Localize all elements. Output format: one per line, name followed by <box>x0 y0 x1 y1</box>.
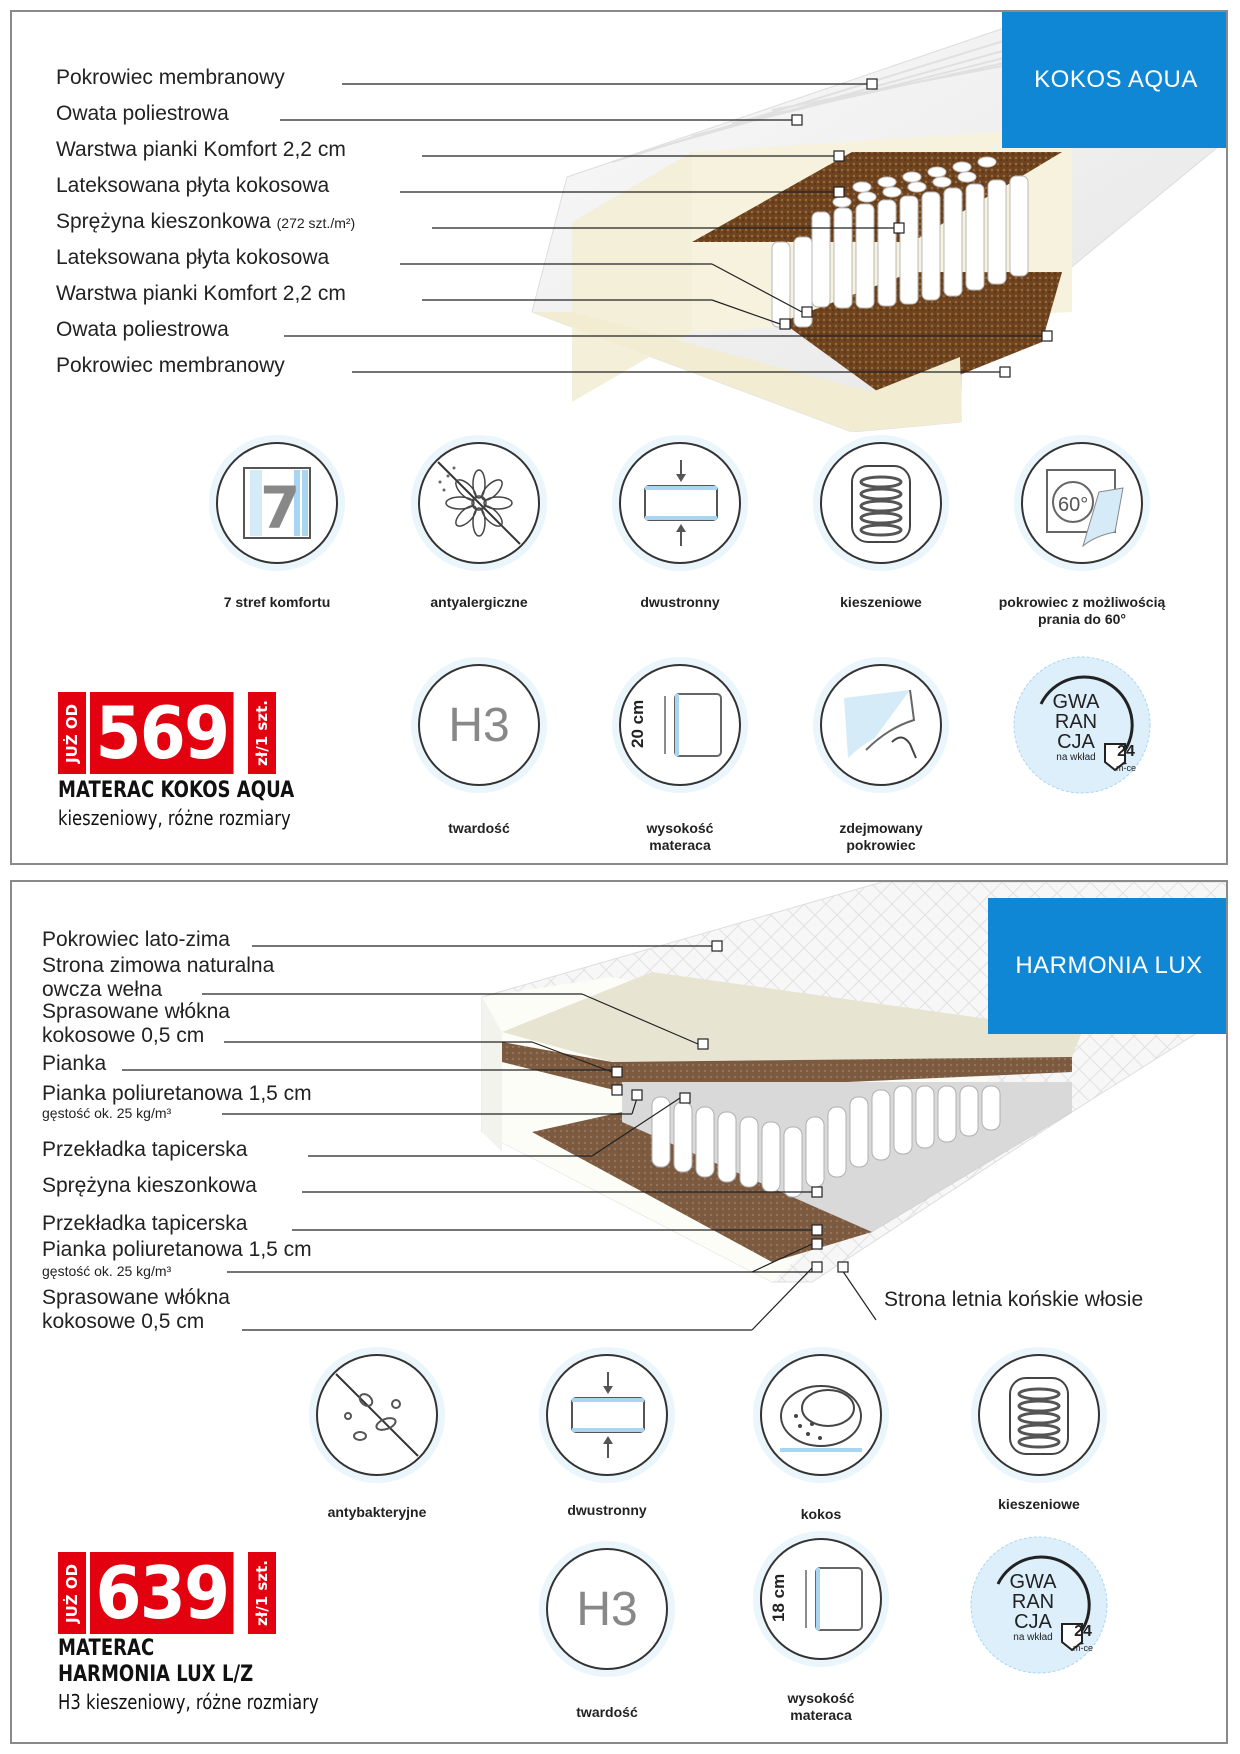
feature-label: 7 stref komfortu <box>223 594 331 610</box>
product-subtitle: H3 kieszeniowy, różne rozmiary <box>58 1690 319 1714</box>
product-panel-harmonia-lux <box>10 880 1228 1744</box>
price-value: 569 <box>90 692 234 774</box>
guarantee-text <box>1046 692 1106 764</box>
layer-label: Przekładka tapicerska <box>42 1138 248 1161</box>
feature-label: zdejmowany pokrowiec <box>839 820 923 853</box>
feature-label: wysokość materaca <box>787 1690 855 1723</box>
layer-label: Pokrowiec lato-zima <box>42 928 230 951</box>
feature-label: dwustronny <box>567 1502 647 1518</box>
layer-label: Przekładka tapicerska <box>42 1212 248 1235</box>
layer-label: Warstwa pianki Komfort 2,2 cm <box>56 138 346 161</box>
feature-label: kieszeniowe <box>840 594 922 610</box>
coconut-icon <box>750 1344 892 1486</box>
feature-label: antybakteryjne <box>327 1504 427 1520</box>
price-prefix: JUŻ OD <box>58 692 86 774</box>
summer-side-label: Strona letnia końskie włosie <box>884 1288 1144 1311</box>
layer-label: Sprasowane włókna <box>42 1286 230 1309</box>
firmness-glyph: H3 <box>576 1583 638 1636</box>
price-prefix: JUŻ OD <box>58 1552 86 1634</box>
guarantee-note: na wkład <box>1056 752 1096 763</box>
layer-label: kokosowe 0,5 cm <box>42 1310 205 1333</box>
leader-lines <box>12 12 1228 432</box>
feature-label: twardość <box>576 1704 638 1720</box>
guarantee-line: GWA <box>1052 691 1100 713</box>
feature-label: kokos <box>800 1506 842 1522</box>
feature-label: dwustronny <box>640 594 720 610</box>
layer-label: Lateksowana płyta kokosowa <box>56 246 330 269</box>
guarantee-note: na wkład <box>1013 1632 1053 1643</box>
layer-label: Sprężyna kieszonkowa <box>42 1174 257 1197</box>
antibacterial-icon <box>306 1344 448 1486</box>
layer-label: Owata poliestrowa <box>56 102 229 125</box>
price-suffix: zł/1 szt. <box>248 1552 276 1634</box>
layer-density-note: gęstość ok. 25 kg/m³ <box>42 1105 172 1121</box>
layer-label: Pianka poliuretanowa 1,5 cm <box>42 1082 312 1105</box>
product-subtitle: kieszeniowy, różne rozmiary <box>58 806 291 830</box>
layer-label: Warstwa pianki Komfort 2,2 cm <box>56 282 346 305</box>
guarantee-line: CJA <box>1057 731 1095 753</box>
guarantee-text <box>1003 1572 1063 1644</box>
pocket-spring-icon <box>810 432 952 574</box>
wash-temp-glyph: 60° <box>1058 494 1089 516</box>
guarantee-months <box>1112 744 1140 776</box>
product-tag: KOKOS AQUA <box>1002 12 1228 148</box>
guarantee-line: RAN <box>1011 1591 1055 1613</box>
price-value: 639 <box>90 1552 234 1634</box>
height-glyph: 20 cm <box>628 699 647 749</box>
guarantee-line: RAN <box>1054 711 1098 733</box>
feature-label: pokrowiec z możliwością prania do 60° <box>998 594 1166 627</box>
guarantee-line: CJA <box>1014 1611 1052 1633</box>
layer-label: Sprasowane włókna <box>42 1000 230 1023</box>
product-name-line: MATERAC <box>58 1636 155 1661</box>
double-sided-icon <box>536 1344 678 1486</box>
layer-label: owcza wełna <box>42 978 163 1001</box>
product-tag: HARMONIA LUX <box>988 898 1228 1034</box>
feature-label: wysokość materaca <box>646 820 714 853</box>
antiallergic-icon <box>408 432 550 574</box>
seven-glyph: 7 <box>260 474 301 542</box>
guarantee-months-unit: m-ce <box>1073 1643 1093 1653</box>
double-sided-icon <box>609 432 751 574</box>
guarantee-months-unit: m-ce <box>1116 763 1136 773</box>
guarantee-months-value: 24 <box>1117 743 1135 760</box>
guarantee-months-value: 24 <box>1074 1623 1092 1640</box>
guarantee-months <box>1069 1624 1097 1656</box>
layer-label: Pianka poliuretanowa 1,5 cm <box>42 1238 312 1261</box>
product-name-line: HARMONIA LUX L/Z <box>58 1662 254 1687</box>
firmness-glyph: H3 <box>448 699 510 752</box>
price-suffix: zł/1 szt. <box>248 692 276 774</box>
removable-cover-icon <box>810 654 952 796</box>
layer-density-note: gęstość ok. 25 kg/m³ <box>42 1263 172 1279</box>
layer-label-text: Sprężyna kieszonkowa <box>56 210 271 233</box>
layer-label: kokosowe 0,5 cm <box>42 1024 205 1047</box>
layer-label: Pokrowiec membranowy <box>56 66 285 89</box>
guarantee-line: GWA <box>1009 1571 1057 1593</box>
layer-label: Pokrowiec membranowy <box>56 354 285 377</box>
feature-label: kieszeniowe <box>998 1496 1080 1512</box>
spring-density-note: (272 szt./m²) <box>276 215 356 231</box>
height-glyph: 18 cm <box>769 1573 788 1623</box>
feature-label: antyalergiczne <box>430 594 528 610</box>
product-name: MATERAC KOKOS AQUA <box>58 778 295 803</box>
layer-label: Owata poliestrowa <box>56 318 229 341</box>
layer-label: Strona zimowa naturalna <box>42 954 275 977</box>
layer-label: Pianka <box>42 1052 107 1075</box>
product-panel-kokos-aqua <box>10 10 1228 865</box>
leader-lines <box>12 882 1228 1342</box>
layer-label: Lateksowana płyta kokosowa <box>56 174 330 197</box>
pocket-spring-icon <box>968 1344 1110 1486</box>
feature-label: twardość <box>448 820 510 836</box>
